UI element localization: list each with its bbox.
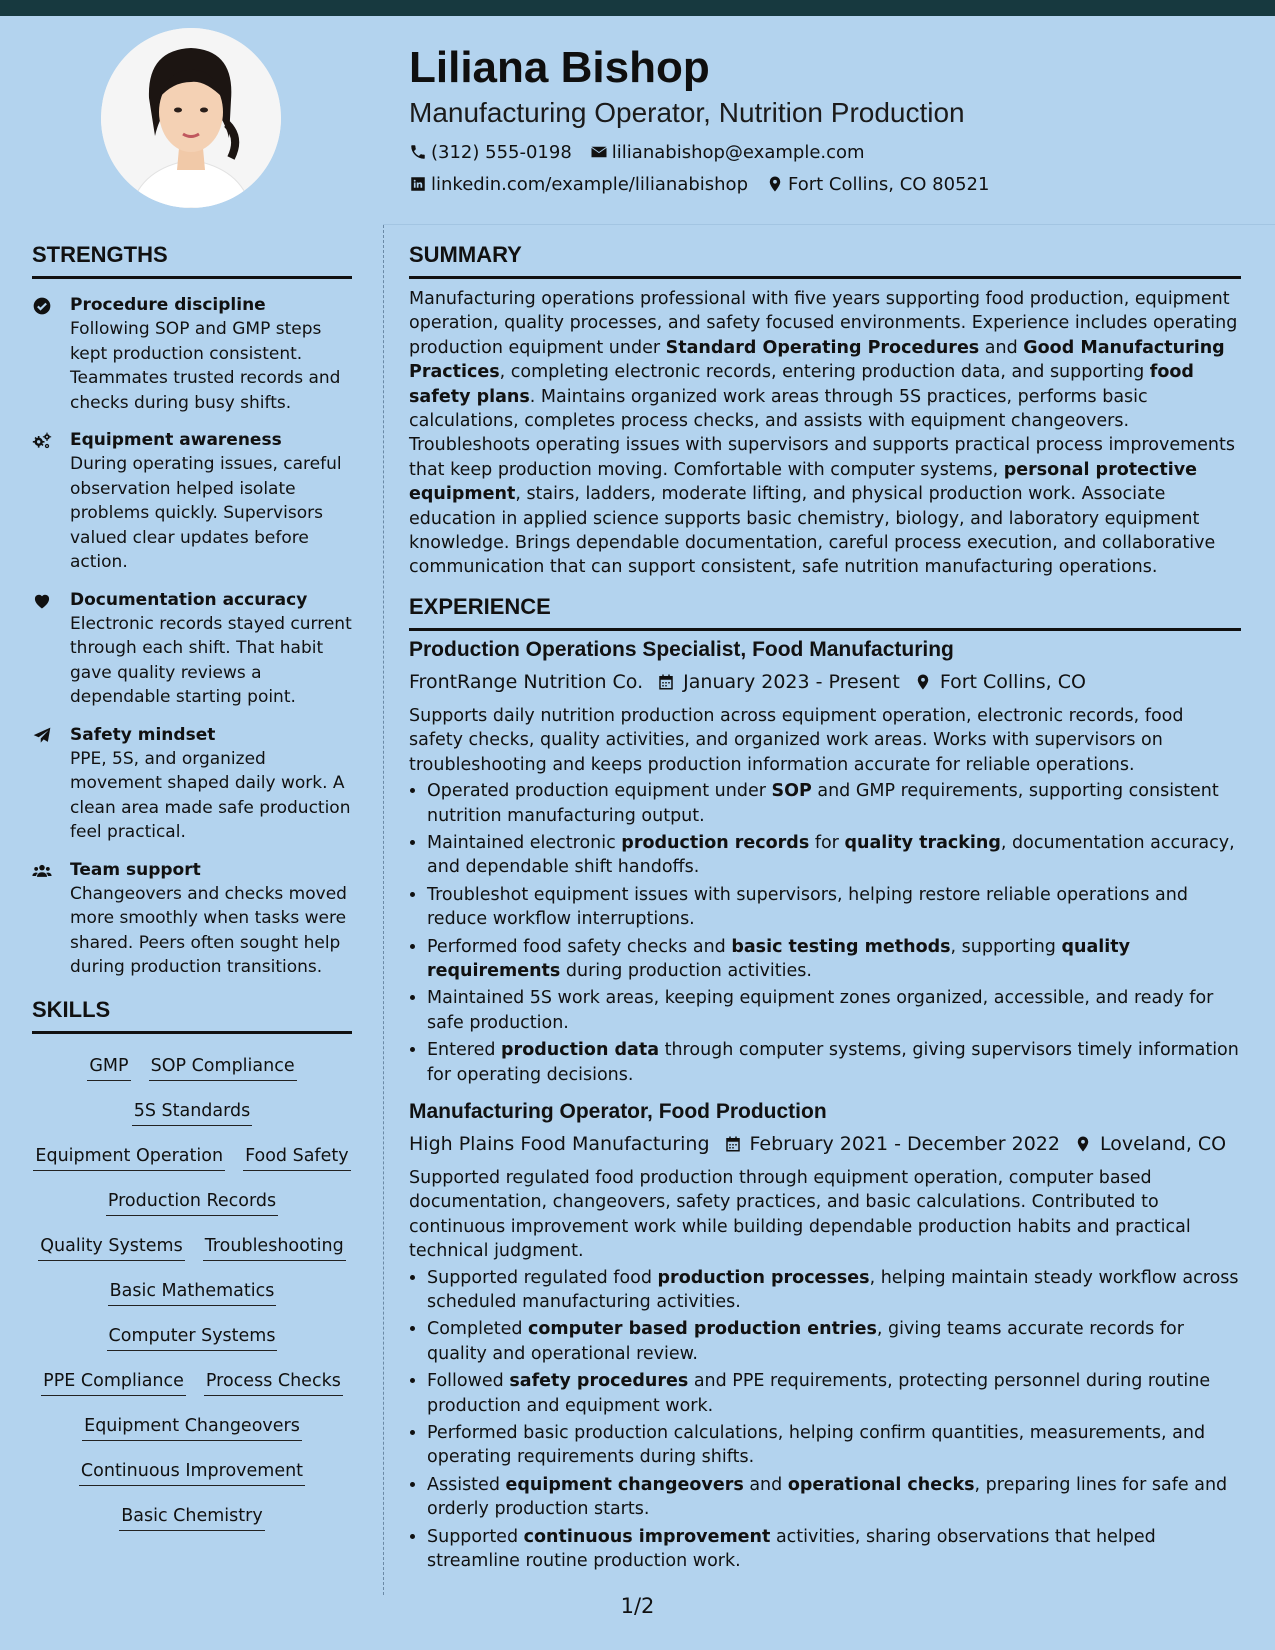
job-meta <box>409 666 1241 698</box>
text-segment: , preparing lines for safe and orderly production starts. <box>427 1474 1228 1520</box>
skill-tag: Equipment Operation <box>33 1146 225 1171</box>
emphasis-text: equipment changeovers <box>505 1474 744 1495</box>
strength-item <box>32 723 352 845</box>
linkedin-contact[interactable] <box>409 174 748 195</box>
envelope-icon <box>590 143 608 161</box>
heart-icon <box>32 591 52 611</box>
strengths-list <box>32 293 352 980</box>
text-segment: for <box>809 832 845 853</box>
strength-desc: During operating issues, careful observation helped isolate problems quickly. Supervisors valued clear updates before action. <box>70 454 342 572</box>
text-segment: , stairs, ladders, moderate lifting, and physical production work. Associate education in applied science supports basic chemistry, biology, and laboratory equipment knowledge. Brings dependable documentation, careful process execution, and collaborative communication that can support consistent, safe nutrition manufacturing operations. <box>409 484 1216 578</box>
text-segment: Operated production equipment under <box>427 781 772 802</box>
profile-photo <box>101 28 281 208</box>
strength-desc: Following SOP and GMP steps kept production consistent. Teammates trusted records and checks during busy shifts. <box>70 319 341 413</box>
job-bullet <box>427 1038 1241 1087</box>
skill-tag: PPE Compliance <box>41 1371 186 1396</box>
job-location: Fort Collins, CO <box>939 670 1086 693</box>
emphasis-text: Good Manufacturing Practices <box>409 337 1225 383</box>
skill-row <box>32 1091 352 1136</box>
emphasis-text: production processes <box>657 1267 870 1288</box>
emphasis-text: Standard Operating Procedures <box>665 337 980 358</box>
text-segment: Performed food safety checks and <box>427 936 732 957</box>
skill-row <box>32 1226 352 1271</box>
job-bullet <box>427 883 1241 932</box>
text-segment: , documentation accuracy, and dependable shift handoffs. <box>427 832 1235 878</box>
column-divider <box>383 225 384 1595</box>
company-name: FrontRange Nutrition Co. <box>409 670 644 693</box>
job-entry <box>409 1097 1241 1574</box>
strength-title: Equipment awareness <box>70 430 282 450</box>
map-pin-icon <box>1074 1135 1092 1153</box>
strength-item <box>32 293 352 415</box>
skill-row <box>32 1496 352 1541</box>
emphasis-text: personal protective equipment <box>409 459 1197 505</box>
emphasis-text: operational checks <box>787 1474 975 1495</box>
map-pin-icon <box>914 673 932 691</box>
job-bullets <box>409 1266 1241 1574</box>
strength-desc: PPE, 5S, and organized movement shaped daily work. A clean area made safe production feel practical. <box>70 748 351 842</box>
text-segment: through computer systems, giving supervisors timely information for operating decisions. <box>427 1040 1239 1085</box>
text-segment: Supported regulated food <box>427 1267 658 1288</box>
text-segment: and PPE requirements, protecting personnel during routine production and equipment work. <box>427 1371 1211 1416</box>
skill-tag: SOP Compliance <box>149 1056 297 1081</box>
contact-row-1 <box>409 136 1249 168</box>
text-segment: , completing electronic records, entering production data, and supporting <box>499 362 1150 383</box>
job-bullet <box>427 1525 1241 1574</box>
skill-tag: Basic Mathematics <box>108 1281 277 1306</box>
job-dates: February 2021 - December 2022 <box>749 1132 1060 1155</box>
emphasis-text: quality requirements <box>427 936 1131 981</box>
text-segment: . Maintains organized work areas through 5S practices, performs basic calculations, completes process checks, and assists with equipment changeovers. Troubleshoots operating issues with supervisors and supports practical process improvements that keep production moving. Comfortable with computer systems, <box>409 386 1235 480</box>
email-contact[interactable] <box>590 142 865 163</box>
strength-title: Procedure discipline <box>70 295 266 315</box>
emphasis-text: safety procedures <box>509 1371 689 1392</box>
experience-heading: EXPERIENCE <box>409 590 1241 631</box>
text-segment: , supporting <box>950 936 1062 957</box>
emphasis-text: SOP <box>771 781 812 802</box>
skills-list <box>32 1046 352 1541</box>
skill-row <box>32 1406 352 1451</box>
strength-desc: Electronic records stayed current through each shift. That habit gave quality reviews a dependable starting point. <box>70 613 352 707</box>
text-segment: and <box>743 1474 788 1495</box>
job-bullet <box>427 935 1241 984</box>
location-contact <box>766 174 989 195</box>
phone-contact[interactable] <box>409 142 572 163</box>
skill-row <box>32 1271 352 1316</box>
job-bullet <box>427 1473 1241 1522</box>
check-circle-icon <box>32 296 52 316</box>
emphasis-text: continuous improvement <box>523 1526 771 1547</box>
phone-icon <box>409 143 427 161</box>
gears-icon <box>32 431 52 451</box>
emphasis-text: production data <box>501 1040 660 1061</box>
text-segment: Followed <box>427 1371 510 1392</box>
skill-tag: Troubleshooting <box>203 1236 346 1261</box>
right-column <box>409 238 1241 1576</box>
calendar-icon <box>657 673 675 691</box>
emphasis-text: computer based production entries <box>528 1319 877 1340</box>
linkedin-text: linkedin.com/example/lilianabishop <box>431 173 748 195</box>
skill-tag: Production Records <box>106 1191 278 1216</box>
strength-desc: Changeovers and checks moved more smoothly when tasks were shared. Peers often sought help during production transitions. <box>70 883 347 977</box>
text-segment: Manufacturing operations professional with five years supporting food production, equipment operation, quality processes, and safety focused environments. Experience includes operating production equipment under <box>409 289 1238 358</box>
emphasis-text: basic testing methods <box>731 936 951 957</box>
location-text: Fort Collins, CO 80521 <box>788 173 990 195</box>
text-segment: Entered <box>427 1040 502 1061</box>
job-location: Loveland, CO <box>1099 1132 1227 1155</box>
job-description: Supported regulated food production through equipment operation, computer based documentation, changeovers, safety practices, and basic calculations. Contributed to continuous improvement work while building dependable production habits and practical technical judgment. <box>409 1167 1191 1262</box>
email-text: lilianabishop@example.com <box>611 141 865 163</box>
text-segment: and GMP requirements, supporting consistent nutrition manufacturing output. <box>427 781 1219 826</box>
skill-row <box>32 1451 352 1496</box>
top-accent-bar <box>0 0 1275 16</box>
skill-tag: Food Safety <box>243 1146 351 1171</box>
strength-item <box>32 858 352 980</box>
job-bullet <box>427 1369 1241 1418</box>
users-icon <box>32 861 52 881</box>
strength-title: Documentation accuracy <box>70 589 308 610</box>
text-segment: Troubleshot equipment issues with supervisors, helping restore reliable operations and reduce workflow interruptions. <box>427 884 1188 930</box>
text-segment: Supported <box>427 1526 524 1547</box>
paper-plane-icon <box>32 726 52 746</box>
job-dates: January 2023 - Present <box>683 670 900 693</box>
job-title: Manufacturing Operator, Food Production <box>409 1099 827 1123</box>
left-column <box>32 238 352 1541</box>
text-segment: , helping maintain steady workflow across scheduled manufacturing activities. <box>427 1267 1239 1312</box>
skill-tag: Quality Systems <box>38 1236 184 1261</box>
strength-item <box>32 588 352 710</box>
contact-row-2 <box>409 168 1249 200</box>
text-segment: during production activities. <box>560 960 812 981</box>
job-bullet <box>427 986 1241 1035</box>
text-segment: , giving teams accurate records for quality and operational review. <box>427 1319 1184 1364</box>
text-segment: Maintained 5S work areas, keeping equipment zones organized, accessible, and ready for safe production. <box>427 988 1214 1033</box>
map-pin-icon <box>766 175 784 193</box>
emphasis-text: food safety plans <box>409 362 1194 407</box>
job-bullet <box>427 779 1241 828</box>
strength-title: Safety mindset <box>70 724 216 745</box>
resume-header <box>409 40 1249 200</box>
emphasis-text: production records <box>621 832 810 853</box>
skill-tag: Process Checks <box>204 1371 343 1396</box>
skill-tag: Equipment Changeovers <box>82 1416 302 1441</box>
skill-tag: GMP <box>87 1056 130 1081</box>
skill-row <box>32 1046 352 1091</box>
job-bullet <box>427 1266 1241 1315</box>
page-number: 1/2 <box>620 1594 655 1618</box>
strengths-heading: STRENGTHS <box>32 238 352 279</box>
job-bullet <box>427 1421 1241 1470</box>
company-name: High Plains Food Manufacturing <box>409 1132 710 1155</box>
skill-tag: Basic Chemistry <box>119 1506 264 1531</box>
skill-row <box>32 1316 352 1361</box>
candidate-name: Liliana Bishop <box>409 43 710 92</box>
header-divider <box>383 224 1275 225</box>
job-bullet <box>427 831 1241 880</box>
skill-tag: Computer Systems <box>107 1326 278 1351</box>
text-segment: Assisted <box>427 1474 506 1495</box>
text-segment: Completed <box>427 1319 529 1340</box>
job-meta <box>409 1128 1241 1160</box>
job-description: Supports daily nutrition production across equipment operation, electronic records, food safety checks, quality activities, and organized work areas. Works with supervisors on troubleshooting and keeps production information accurate for reliable operations. <box>409 705 1184 775</box>
strength-title: Team support <box>70 859 201 880</box>
skill-tag: 5S Standards <box>132 1101 253 1126</box>
text-segment: and <box>979 337 1024 358</box>
text-segment: Performed basic production calculations, helping confirm quantities, measurements, and operating requirements during shifts. <box>427 1423 1206 1468</box>
text-segment: Maintained electronic <box>427 832 622 853</box>
strength-item <box>32 428 352 575</box>
job-entry <box>409 635 1241 1087</box>
skill-tag: Continuous Improvement <box>79 1461 305 1486</box>
skill-row <box>32 1361 352 1406</box>
summary-text <box>409 287 1241 580</box>
summary-heading: SUMMARY <box>409 238 1241 279</box>
skill-row <box>32 1181 352 1226</box>
calendar-icon <box>724 1135 742 1153</box>
candidate-title: Manufacturing Operator, Nutrition Production <box>409 97 965 128</box>
phone-text: (312) 555-0198 <box>431 141 572 163</box>
job-bullet <box>427 1317 1241 1366</box>
skills-heading: SKILLS <box>32 993 352 1034</box>
emphasis-text: quality tracking <box>844 832 1001 853</box>
job-bullets <box>409 779 1241 1087</box>
skill-row <box>32 1136 352 1181</box>
text-segment: activities, sharing observations that helped streamline routine production work. <box>427 1526 1156 1572</box>
job-title: Production Operations Specialist, Food Manufacturing <box>409 637 954 661</box>
linkedin-icon <box>409 175 427 193</box>
